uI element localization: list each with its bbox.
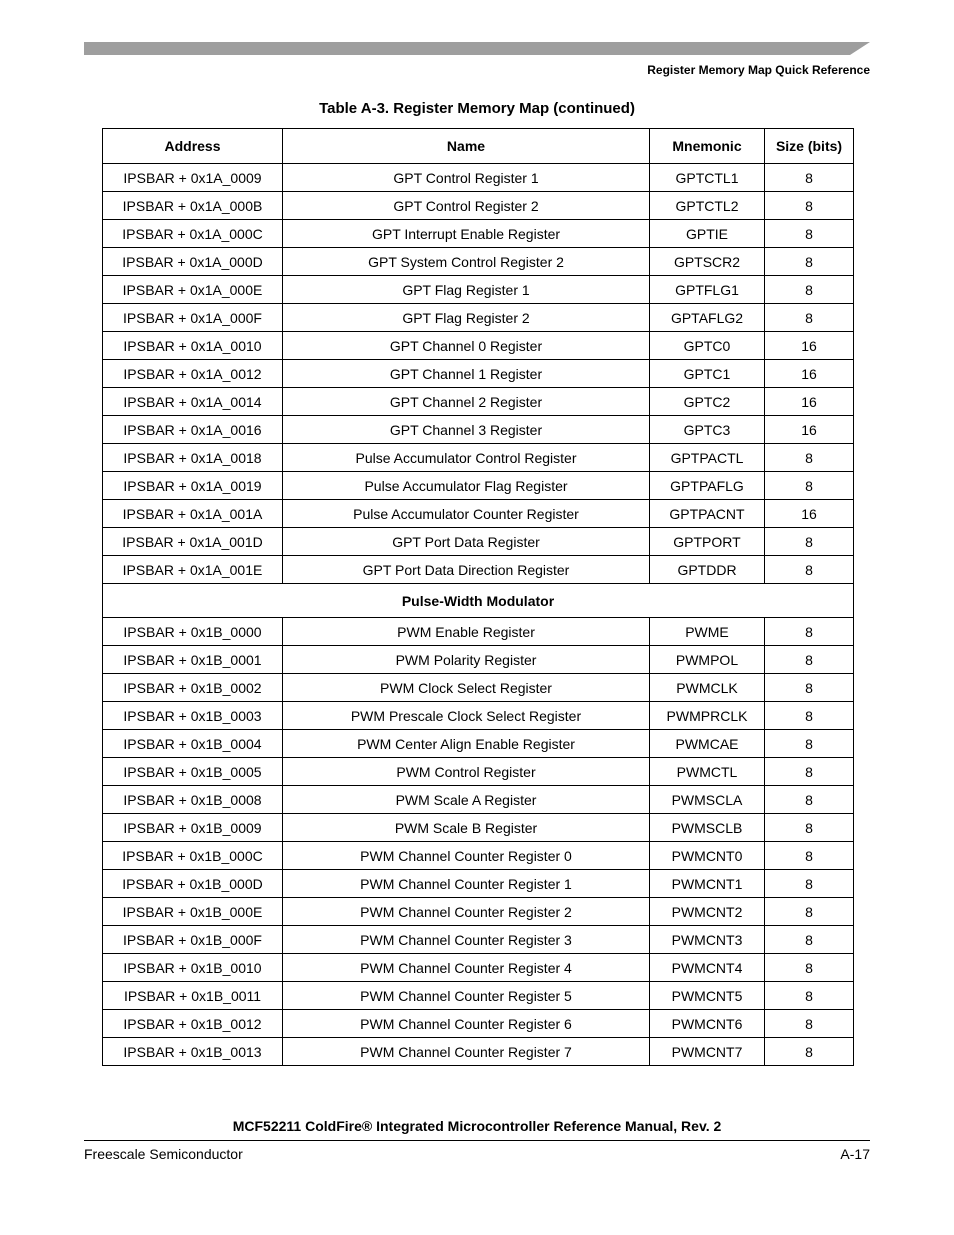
table-row	[103, 276, 854, 304]
name-cell: PWM Center Align Enable Register	[283, 730, 650, 758]
size-cell: 8	[765, 786, 854, 814]
address-cell: IPSBAR + 0x1A_000D	[103, 248, 283, 276]
mnemonic-cell: PWMCAE	[650, 730, 765, 758]
section-heading: Pulse-Width Modulator	[103, 584, 854, 618]
name-cell: PWM Clock Select Register	[283, 674, 650, 702]
size-cell: 8	[765, 192, 854, 220]
table-row	[103, 332, 854, 360]
mnemonic-cell: GPTPORT	[650, 528, 765, 556]
mnemonic-cell: PWMSCLB	[650, 814, 765, 842]
table-row	[103, 646, 854, 674]
table-row	[103, 248, 854, 276]
table-row	[103, 674, 854, 702]
table-row	[103, 164, 854, 192]
name-cell: PWM Channel Counter Register 1	[283, 870, 650, 898]
address-cell: IPSBAR + 0x1A_001D	[103, 528, 283, 556]
address-cell: IPSBAR + 0x1B_0003	[103, 702, 283, 730]
address-cell: IPSBAR + 0x1B_0011	[103, 982, 283, 1010]
size-cell: 8	[765, 814, 854, 842]
size-cell: 8	[765, 618, 854, 646]
name-cell: PWM Control Register	[283, 758, 650, 786]
mnemonic-cell: PWMPOL	[650, 646, 765, 674]
size-cell: 8	[765, 954, 854, 982]
table-row	[103, 702, 854, 730]
mnemonic-cell: PWME	[650, 618, 765, 646]
name-cell: GPT Channel 0 Register	[283, 332, 650, 360]
table-row	[103, 220, 854, 248]
mnemonic-cell: PWMCNT0	[650, 842, 765, 870]
mnemonic-cell: PWMCLK	[650, 674, 765, 702]
table-header	[103, 129, 854, 164]
footer-company: Freescale Semiconductor	[84, 1146, 243, 1162]
mnemonic-cell: GPTIE	[650, 220, 765, 248]
table-row	[103, 814, 854, 842]
size-cell: 8	[765, 276, 854, 304]
size-cell: 8	[765, 556, 854, 584]
name-cell: PWM Polarity Register	[283, 646, 650, 674]
table-row	[103, 1038, 854, 1066]
name-cell: Pulse Accumulator Counter Register	[283, 500, 650, 528]
mnemonic-cell: PWMSCLA	[650, 786, 765, 814]
size-cell: 16	[765, 360, 854, 388]
name-cell: PWM Channel Counter Register 4	[283, 954, 650, 982]
size-cell: 16	[765, 500, 854, 528]
size-cell: 8	[765, 164, 854, 192]
name-cell: GPT Interrupt Enable Register	[283, 220, 650, 248]
address-cell: IPSBAR + 0x1A_001E	[103, 556, 283, 584]
address-cell: IPSBAR + 0x1A_0019	[103, 472, 283, 500]
column-header-size: Size (bits)	[765, 129, 854, 164]
address-cell: IPSBAR + 0x1B_000E	[103, 898, 283, 926]
register-memory-map-table	[102, 128, 854, 1066]
running-header: Register Memory Map Quick Reference	[647, 63, 870, 77]
address-cell: IPSBAR + 0x1B_0000	[103, 618, 283, 646]
size-cell: 8	[765, 220, 854, 248]
mnemonic-cell: GPTPACTL	[650, 444, 765, 472]
table-row	[103, 786, 854, 814]
size-cell: 8	[765, 248, 854, 276]
name-cell: GPT Port Data Direction Register	[283, 556, 650, 584]
address-cell: IPSBAR + 0x1A_0010	[103, 332, 283, 360]
table-row	[103, 758, 854, 786]
mnemonic-cell: GPTAFLG2	[650, 304, 765, 332]
address-cell: IPSBAR + 0x1B_000F	[103, 926, 283, 954]
mnemonic-cell: GPTC2	[650, 388, 765, 416]
address-cell: IPSBAR + 0x1B_0002	[103, 674, 283, 702]
size-cell: 8	[765, 870, 854, 898]
column-header-name: Name	[283, 129, 650, 164]
name-cell: GPT System Control Register 2	[283, 248, 650, 276]
name-cell: GPT Flag Register 2	[283, 304, 650, 332]
table-row	[103, 556, 854, 584]
mnemonic-cell: PWMCNT2	[650, 898, 765, 926]
table-row	[103, 388, 854, 416]
size-cell: 16	[765, 332, 854, 360]
name-cell: PWM Scale B Register	[283, 814, 650, 842]
name-cell: GPT Port Data Register	[283, 528, 650, 556]
header-row	[103, 129, 854, 164]
size-cell: 16	[765, 388, 854, 416]
name-cell: GPT Control Register 2	[283, 192, 650, 220]
size-cell: 8	[765, 1010, 854, 1038]
address-cell: IPSBAR + 0x1B_0013	[103, 1038, 283, 1066]
size-cell: 8	[765, 982, 854, 1010]
table-row	[103, 842, 854, 870]
footer-manual-title: MCF52211 ColdFire® Integrated Microcontroller Reference Manual, Rev. 2	[232, 1118, 722, 1134]
address-cell: IPSBAR + 0x1A_0014	[103, 388, 283, 416]
address-cell: IPSBAR + 0x1B_0012	[103, 1010, 283, 1038]
mnemonic-cell: PWMPRCLK	[650, 702, 765, 730]
size-cell: 16	[765, 416, 854, 444]
address-cell: IPSBAR + 0x1B_000D	[103, 870, 283, 898]
address-cell: IPSBAR + 0x1B_000C	[103, 842, 283, 870]
address-cell: IPSBAR + 0x1A_000E	[103, 276, 283, 304]
table-row	[103, 730, 854, 758]
mnemonic-cell: GPTDDR	[650, 556, 765, 584]
size-cell: 8	[765, 472, 854, 500]
table-row	[103, 500, 854, 528]
mnemonic-cell: GPTC3	[650, 416, 765, 444]
size-cell: 8	[765, 898, 854, 926]
mnemonic-cell: GPTSCR2	[650, 248, 765, 276]
size-cell: 8	[765, 444, 854, 472]
mnemonic-cell: PWMCNT4	[650, 954, 765, 982]
name-cell: Pulse Accumulator Control Register	[283, 444, 650, 472]
address-cell: IPSBAR + 0x1B_0010	[103, 954, 283, 982]
name-cell: PWM Channel Counter Register 6	[283, 1010, 650, 1038]
table-row	[103, 472, 854, 500]
address-cell: IPSBAR + 0x1B_0005	[103, 758, 283, 786]
column-header-address: Address	[103, 129, 283, 164]
mnemonic-cell: PWMCTL	[650, 758, 765, 786]
name-cell: GPT Flag Register 1	[283, 276, 650, 304]
mnemonic-cell: GPTFLG1	[650, 276, 765, 304]
name-cell: PWM Enable Register	[283, 618, 650, 646]
header-bar	[84, 42, 870, 55]
table-row	[103, 416, 854, 444]
size-cell: 8	[765, 1038, 854, 1066]
footer-divider	[84, 1140, 870, 1141]
mnemonic-cell: GPTCTL1	[650, 164, 765, 192]
address-cell: IPSBAR + 0x1A_0016	[103, 416, 283, 444]
table-row	[103, 444, 854, 472]
name-cell: PWM Channel Counter Register 2	[283, 898, 650, 926]
footer-page-number: A-17	[840, 1146, 870, 1162]
mnemonic-cell: PWMCNT7	[650, 1038, 765, 1066]
address-cell: IPSBAR + 0x1A_0018	[103, 444, 283, 472]
name-cell: GPT Channel 3 Register	[283, 416, 650, 444]
name-cell: Pulse Accumulator Flag Register	[283, 472, 650, 500]
mnemonic-cell: PWMCNT5	[650, 982, 765, 1010]
name-cell: GPT Control Register 1	[283, 164, 650, 192]
mnemonic-cell: GPTPAFLG	[650, 472, 765, 500]
table-row	[103, 618, 854, 646]
header-bar-graphic	[84, 42, 870, 55]
column-header-mnemonic: Mnemonic	[650, 129, 765, 164]
address-cell: IPSBAR + 0x1B_0004	[103, 730, 283, 758]
size-cell: 8	[765, 758, 854, 786]
mnemonic-cell: PWMCNT6	[650, 1010, 765, 1038]
section-row-pwm	[103, 584, 854, 618]
name-cell: PWM Prescale Clock Select Register	[283, 702, 650, 730]
mnemonic-cell: GPTC1	[650, 360, 765, 388]
name-cell: PWM Scale A Register	[283, 786, 650, 814]
size-cell: 8	[765, 646, 854, 674]
address-cell: IPSBAR + 0x1B_0009	[103, 814, 283, 842]
size-cell: 8	[765, 842, 854, 870]
size-cell: 8	[765, 304, 854, 332]
address-cell: IPSBAR + 0x1B_0001	[103, 646, 283, 674]
size-cell: 8	[765, 528, 854, 556]
address-cell: IPSBAR + 0x1A_0009	[103, 164, 283, 192]
mnemonic-cell: PWMCNT3	[650, 926, 765, 954]
size-cell: 8	[765, 926, 854, 954]
name-cell: GPT Channel 1 Register	[283, 360, 650, 388]
table-caption: Table A-3. Register Memory Map (continued)	[319, 100, 635, 117]
table-body	[103, 164, 854, 1066]
address-cell: IPSBAR + 0x1A_000F	[103, 304, 283, 332]
address-cell: IPSBAR + 0x1A_001A	[103, 500, 283, 528]
table-row	[103, 528, 854, 556]
address-cell: IPSBAR + 0x1B_0008	[103, 786, 283, 814]
table-row	[103, 192, 854, 220]
table-row	[103, 954, 854, 982]
table-row	[103, 870, 854, 898]
name-cell: PWM Channel Counter Register 5	[283, 982, 650, 1010]
size-cell: 8	[765, 674, 854, 702]
address-cell: IPSBAR + 0x1A_000B	[103, 192, 283, 220]
table-row	[103, 898, 854, 926]
name-cell: PWM Channel Counter Register 7	[283, 1038, 650, 1066]
address-cell: IPSBAR + 0x1A_000C	[103, 220, 283, 248]
table-row	[103, 304, 854, 332]
size-cell: 8	[765, 702, 854, 730]
name-cell: PWM Channel Counter Register 0	[283, 842, 650, 870]
table-row	[103, 926, 854, 954]
name-cell: PWM Channel Counter Register 3	[283, 926, 650, 954]
mnemonic-cell: GPTPACNT	[650, 500, 765, 528]
table-row	[103, 1010, 854, 1038]
size-cell: 8	[765, 730, 854, 758]
mnemonic-cell: GPTC0	[650, 332, 765, 360]
name-cell: GPT Channel 2 Register	[283, 388, 650, 416]
table-row	[103, 360, 854, 388]
mnemonic-cell: PWMCNT1	[650, 870, 765, 898]
address-cell: IPSBAR + 0x1A_0012	[103, 360, 283, 388]
table-row	[103, 982, 854, 1010]
mnemonic-cell: GPTCTL2	[650, 192, 765, 220]
